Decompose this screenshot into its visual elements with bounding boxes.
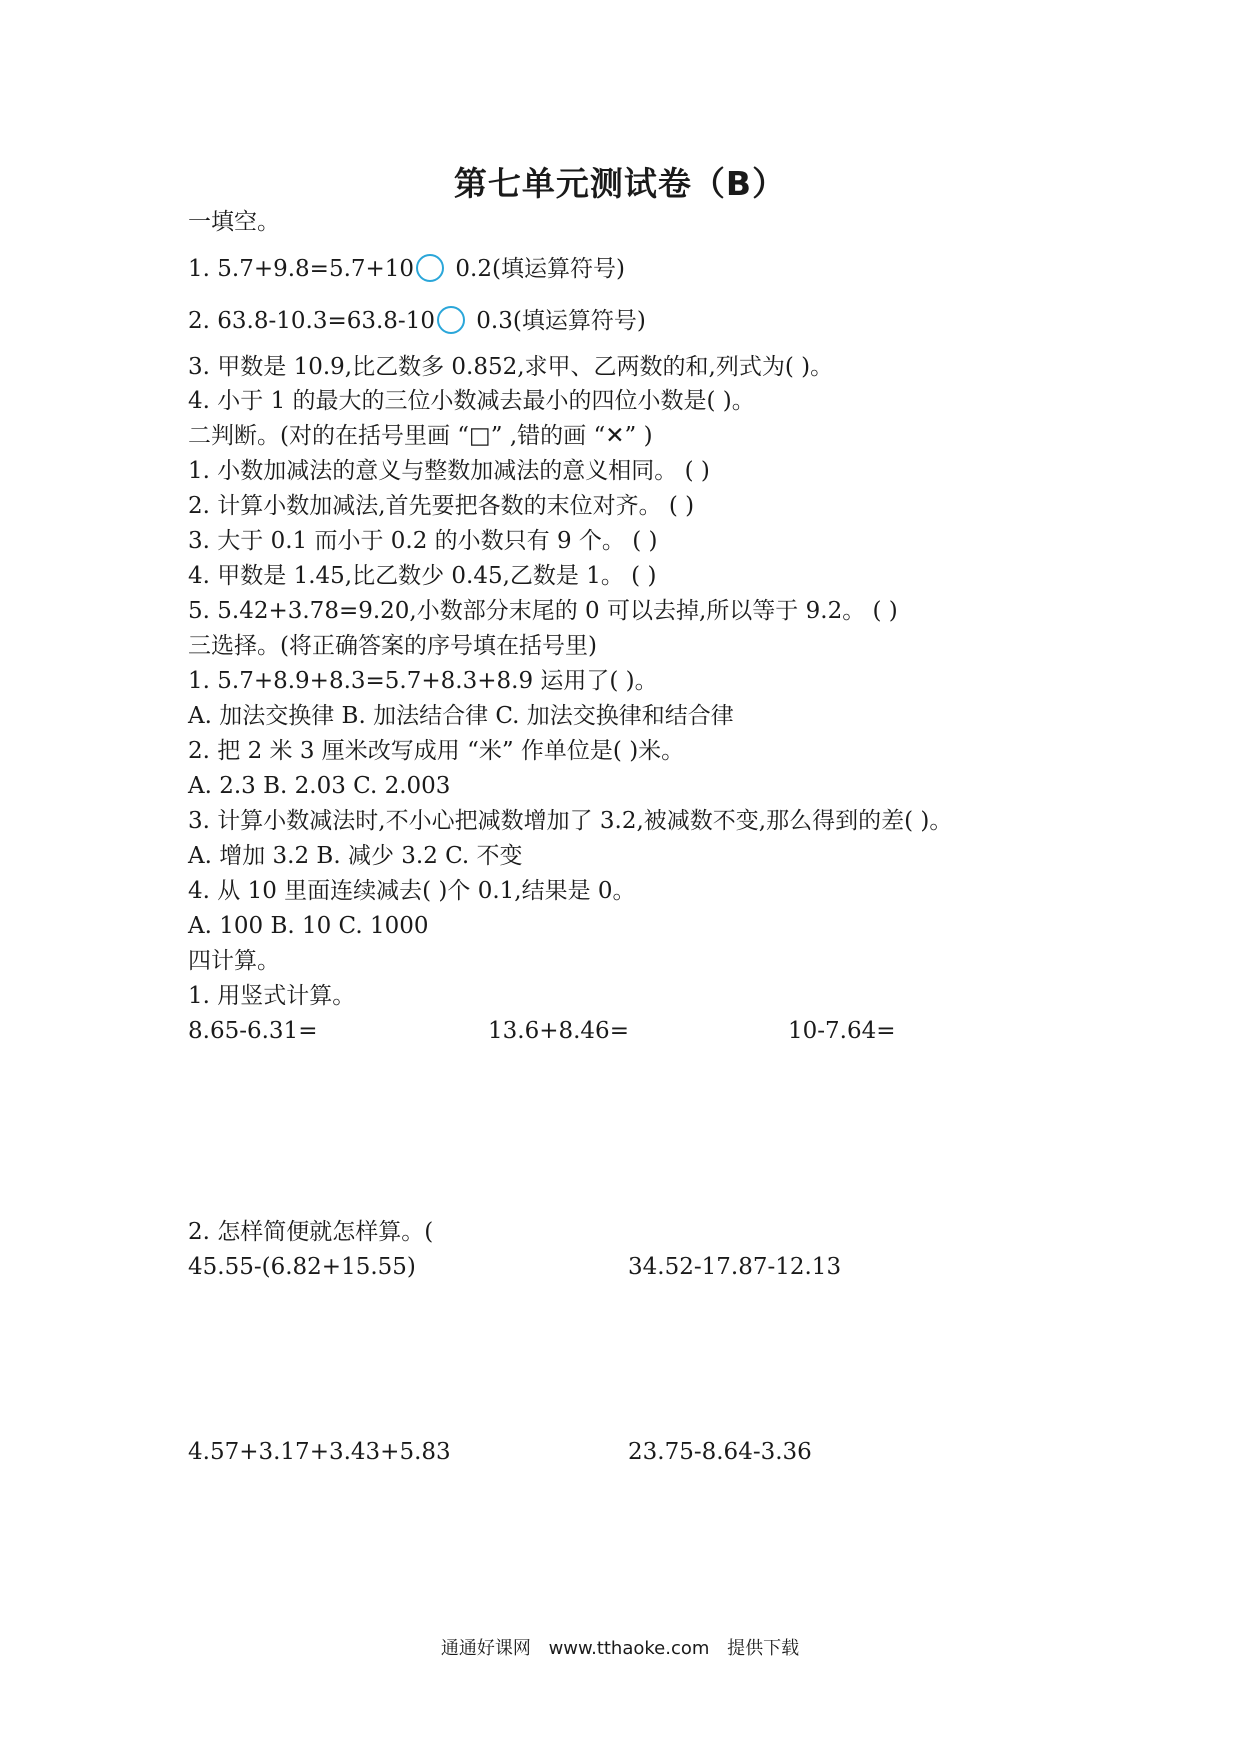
footer-url[interactable]: www.tthaoke.com (548, 1638, 710, 1659)
judge-question-2: 2. 计算小数加减法,首先要把各数的末位对齐。 ( ) (188, 493, 695, 519)
choice-question-1: 1. 5.7+8.9+8.3=5.7+8.3+8.9 运用了( )。 (188, 668, 658, 694)
calc-item-3: 10-7.64= (788, 1018, 896, 1044)
calc-item-1: 8.65-6.31= (188, 1018, 318, 1044)
calc-item-2: 13.6+8.46= (488, 1018, 629, 1044)
page-title: 第七单元测试卷（B） (453, 164, 787, 203)
answer-circle-1[interactable] (416, 254, 444, 282)
page-footer (0, 1634, 1240, 1660)
fill-question-2-after: 0.3(填运算符号) (468, 308, 646, 334)
choice-options-2: A. 2.3 B. 2.03 C. 2.003 (188, 773, 451, 799)
choice-question-4: 4. 从 10 里面连续减去( )个 0.1,结果是 0。 (188, 878, 636, 904)
choice-question-2: 2. 把 2 米 3 厘米改写成用 “米” 作单位是( )米。 (188, 738, 685, 764)
fill-question-2 (188, 306, 646, 336)
calc-part-2: 2. 怎样简便就怎样算。( (188, 1219, 434, 1245)
judge-question-4: 4. 甲数是 1.45,比乙数少 0.45,乙数是 1。 ( ) (188, 563, 657, 589)
choice-question-3: 3. 计算小数减法时,不小心把减数增加了 3.2,被减数不变,那么得到的差( )。 (188, 808, 953, 834)
footer-site-name: 通通好课网 (440, 1638, 531, 1659)
simplify-item-3: 4.57+3.17+3.43+5.83 (188, 1439, 451, 1465)
choice-options-3: A. 增加 3.2 B. 减少 3.2 C. 不变 (188, 843, 523, 869)
judge-question-1: 1. 小数加减法的意义与整数加减法的意义相同。 ( ) (188, 458, 710, 484)
simplify-item-4: 23.75-8.64-3.36 (628, 1439, 812, 1465)
simplify-item-1: 45.55-(6.82+15.55) (188, 1254, 416, 1280)
simplify-item-2: 34.52-17.87-12.13 (628, 1254, 842, 1280)
answer-circle-2[interactable] (437, 306, 465, 334)
choice-options-1: A. 加法交换律 B. 加法结合律 C. 加法交换律和结合律 (188, 703, 734, 729)
fill-question-1-text: 1. 5.7+9.8=5.7+10 (188, 256, 415, 282)
fill-question-4: 4. 小于 1 的最大的三位小数减去最小的四位小数是( )。 (188, 388, 755, 414)
judge-question-3: 3. 大于 0.1 而小于 0.2 的小数只有 9 个。 ( ) (188, 528, 658, 554)
section-judge-heading: 二判断。(对的在括号里画 “□” ,错的画 “✕” ) (188, 423, 653, 449)
section-fill-heading: 一填空。 (188, 209, 280, 235)
footer-note: 提供下载 (727, 1638, 800, 1659)
fill-question-3: 3. 甲数是 10.9,比乙数多 0.852,求甲、乙两数的和,列式为( )。 (188, 354, 834, 380)
section-calc-heading: 四计算。 (188, 948, 280, 974)
calc-part-1: 1. 用竖式计算。 (188, 983, 356, 1009)
fill-question-2-text: 2. 63.8-10.3=63.8-10 (188, 308, 435, 334)
section-choice-heading: 三选择。(将正确答案的序号填在括号里) (188, 633, 597, 659)
fill-question-1-after: 0.2(填运算符号) (448, 256, 625, 282)
choice-options-4: A. 100 B. 10 C. 1000 (188, 913, 429, 939)
judge-question-5: 5. 5.42+3.78=9.20,小数部分末尾的 0 可以去掉,所以等于 9.2。 ( ) (188, 598, 898, 624)
fill-question-1 (188, 254, 625, 284)
